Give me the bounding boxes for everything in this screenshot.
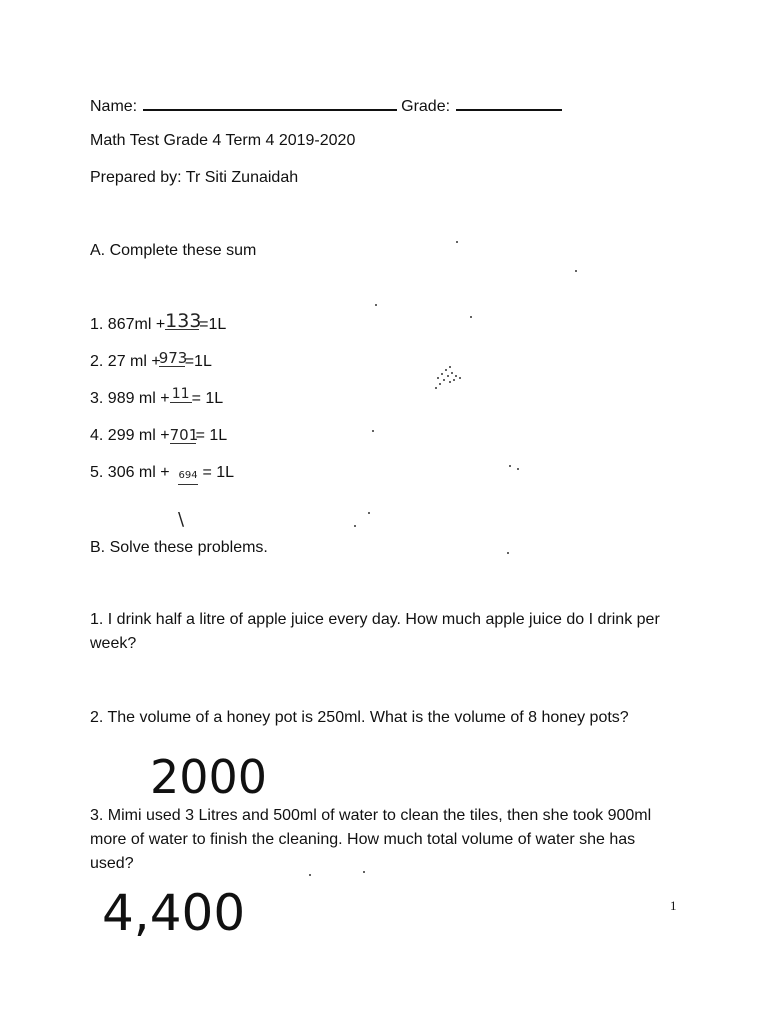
answer-3: 4,400 <box>102 884 246 942</box>
item-prefix: 2. 27 ml + <box>90 353 161 370</box>
item-prefix: 4. 299 ml + <box>90 427 170 444</box>
section-a-item-1 <box>90 310 227 335</box>
item-suffix: = 1L <box>195 427 228 444</box>
stray-mark: \ <box>178 509 185 530</box>
speck <box>368 512 370 514</box>
item-suffix: =1L <box>184 353 212 370</box>
speck <box>507 552 509 554</box>
speck <box>375 304 377 306</box>
speck <box>309 874 311 876</box>
name-grade-line <box>90 93 562 117</box>
speck <box>456 241 458 243</box>
prepared-by: Prepared by: Tr Siti Zunaidah <box>90 169 299 186</box>
item-prefix: 3. 989 ml + <box>90 390 170 407</box>
handwritten-answer: 973 <box>158 349 188 367</box>
speck <box>517 468 519 470</box>
speck <box>575 270 577 272</box>
speck <box>470 316 472 318</box>
problem-2: 2. The volume of a honey pot is 250ml. What is the volume of 8 honey pots? <box>90 709 629 726</box>
test-title: Math Test Grade 4 Term 4 2019-2020 <box>90 132 356 149</box>
handwritten-answer: 11 <box>170 386 192 403</box>
section-a-item-4 <box>90 426 227 446</box>
speck <box>363 871 365 873</box>
handwritten-answer: 133 <box>165 310 202 332</box>
section-a-item-3 <box>90 386 224 409</box>
handwritten-answer: 701 <box>169 426 199 444</box>
scribble-mark <box>434 364 466 392</box>
section-a-heading: A. Complete these sum <box>90 242 257 259</box>
item-prefix: 1. 867ml + <box>90 316 166 333</box>
handwritten-answer: 694 <box>178 468 198 485</box>
item-suffix: = 1L <box>191 390 224 407</box>
item-prefix: 5. 306 ml + <box>90 464 175 481</box>
section-a-item-2 <box>90 349 212 372</box>
item-suffix: =1L <box>199 316 227 333</box>
grade-blank[interactable] <box>456 93 562 111</box>
answer-2: 2000 <box>150 750 268 804</box>
problem-1: 1. I drink half a litre of apple juice every day. How much apple juice do I drink per week? <box>90 611 660 652</box>
speck <box>354 525 356 527</box>
problem-3: 3. Mimi used 3 Litres and 500ml of water to clean the tiles, then she took 900ml more of water to finish the cleaning. How much total volume of water she has used? <box>90 807 652 872</box>
name-label: Name: <box>90 98 138 115</box>
section-b-heading: B. Solve these problems. <box>90 539 268 556</box>
section-a-item-5 <box>90 463 234 484</box>
page-number: 1 <box>670 898 677 913</box>
item-suffix: = 1L <box>198 464 235 481</box>
speck <box>372 430 374 432</box>
name-blank[interactable] <box>143 93 397 111</box>
speck <box>509 465 511 467</box>
grade-label: Grade: <box>401 98 451 115</box>
